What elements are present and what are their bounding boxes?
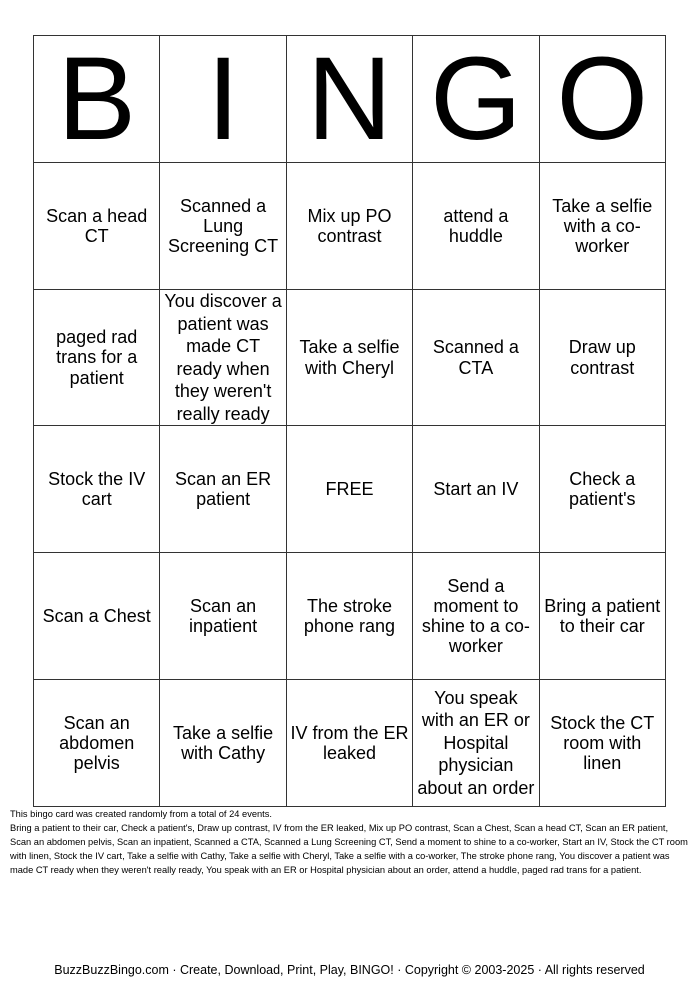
page-footer: BuzzBuzzBingo.com · Create, Download, Print, Play, BINGO! · Copyright © 2003-2025 · All rights reserved [54, 963, 645, 977]
bingo-cell: You speak with an ER or Hospital physician about an order [413, 680, 539, 807]
bingo-cell: Mix up PO contrast [286, 163, 412, 290]
bingo-cell: Take a selfie with Cathy [160, 680, 286, 807]
bingo-cell: Scan a Chest [34, 553, 160, 680]
bingo-cell: paged rad trans for a patient [34, 290, 160, 426]
bingo-cell: Scan an inpatient [160, 553, 286, 680]
card-summary: This bingo card was created randomly from a total of 24 events. [10, 809, 272, 819]
bingo-cell: You discover a patient was made CT ready when they weren't really ready [160, 290, 286, 426]
bingo-cell: attend a huddle [413, 163, 539, 290]
bingo-row-3 [34, 426, 666, 553]
header-letter-o: O [539, 36, 665, 163]
bingo-cell: Stock the IV cart [34, 426, 160, 553]
bingo-cell: Start an IV [413, 426, 539, 553]
header-letter-i: I [160, 36, 286, 163]
bingo-card [33, 35, 666, 807]
bingo-row-4 [34, 553, 666, 680]
bingo-cell: The stroke phone rang [286, 553, 412, 680]
bingo-cell: Check a patient's [539, 426, 665, 553]
bingo-cell: Scan an ER patient [160, 426, 286, 553]
header-letter-g: G [413, 36, 539, 163]
bingo-cell: Scan a head CT [34, 163, 160, 290]
bingo-cell: Draw up contrast [539, 290, 665, 426]
bingo-row-5 [34, 680, 666, 807]
bingo-cell: Send a moment to shine to a co-worker [413, 553, 539, 680]
header-letter-b: B [34, 36, 160, 163]
bingo-cell: Stock the CT room with linen [539, 680, 665, 807]
card-info [10, 807, 690, 877]
bingo-cell: Take a selfie with Cheryl [286, 290, 412, 426]
event-list: Bring a patient to their car, Check a patient's, Draw up contrast, IV from the ER leaked, Mix up PO contrast, Scan a Chest, Scan a head CT, Scan an ER patient, Scan an abdomen pelvis, Scan an inpatient, Scanned a CTA, Scanned a Lung Screening CT, Send a moment to shine to a co-worker, Start an IV, Stock the CT room with linen, Stock the IV cart, Take a selfie with Cathy, Take a selfie with Cheryl, Take a selfie with a co-worker, The stroke phone rang, You discover a patient was made CT ready when they weren't really ready, You speak with an ER or Hospital physician about an order, attend a huddle, paged rad trans for a patient. [10, 823, 688, 875]
bingo-cell: Scan an abdomen pelvis [34, 680, 160, 807]
bingo-cell: Take a selfie with a co-worker [539, 163, 665, 290]
bingo-header-row [34, 36, 666, 163]
header-letter-n: N [286, 36, 412, 163]
bingo-row-1 [34, 163, 666, 290]
bingo-cell: Scanned a Lung Screening CT [160, 163, 286, 290]
bingo-cell: Scanned a CTA [413, 290, 539, 426]
bingo-row-2 [34, 290, 666, 426]
bingo-cell: Bring a patient to their car [539, 553, 665, 680]
bingo-free-cell: FREE [286, 426, 412, 553]
bingo-cell: IV from the ER leaked [286, 680, 412, 807]
